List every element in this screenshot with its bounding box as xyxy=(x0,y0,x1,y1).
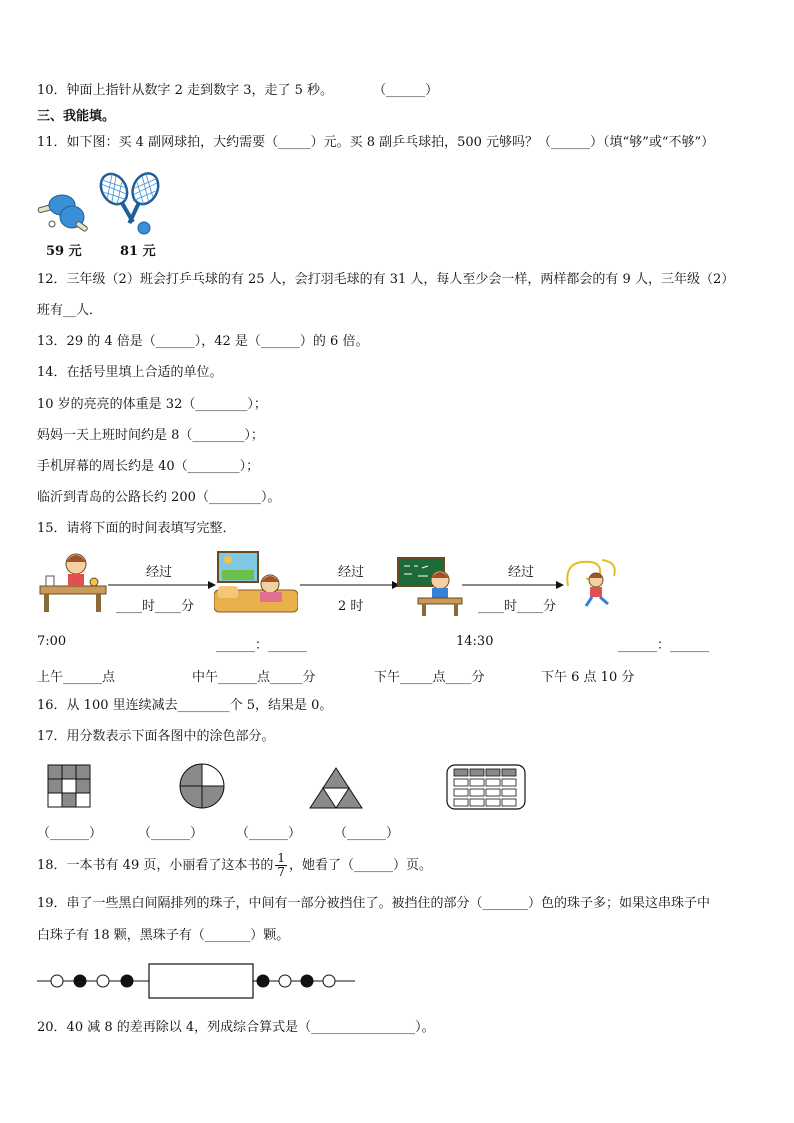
arrow-label: 经过 xyxy=(338,565,365,580)
shaded-circle-figure xyxy=(178,762,226,810)
shaded-triangle-figure xyxy=(308,766,364,810)
q17-blank[interactable]: （______） xyxy=(37,826,103,841)
q17-blank[interactable]: （______） xyxy=(236,826,302,841)
bead-string-figure xyxy=(37,962,357,1002)
fraction xyxy=(275,852,287,879)
period-label[interactable]: 中午______点_____分 xyxy=(192,670,316,685)
arrow-icon xyxy=(300,580,400,590)
q13: 13．29 的 4 倍是（______），42 是（______）的 6 倍。 xyxy=(37,334,369,349)
arrow-duration[interactable]: ____时____分 xyxy=(478,599,557,614)
arrow-duration[interactable]: ____时____分 xyxy=(116,599,195,614)
q12-line1: 12．三年级（2）班会打乒乓球的有 25 人，会打羽毛球的有 31 人，每人至少会一样，两样都会的有 9 人，三年级（2） xyxy=(37,272,735,287)
q10-blank[interactable]: （______） xyxy=(373,83,439,98)
breakfast-scene-icon xyxy=(38,550,110,614)
q14-item: 手机屏幕的周长约是 40（________）； xyxy=(37,459,260,474)
ping-pong-price: 59 元 xyxy=(46,244,82,259)
arrow-duration: 2 时 xyxy=(338,599,364,614)
q10 xyxy=(37,82,438,100)
fraction-numerator: 1 xyxy=(277,851,285,865)
time-blank[interactable]: ______：______ xyxy=(618,638,710,653)
q11-text: 11．如下图：买 4 副网球拍，大约需要（_____）元。买 8 副乒乓球拍，500 元够吗？（______）（填“够”或“不够”） xyxy=(37,135,715,150)
time-label: 14:30 xyxy=(456,634,494,649)
q20: 20．40 减 8 的差再除以 4，列成综合算式是（________________）。 xyxy=(37,1020,435,1035)
fraction-denominator: 7 xyxy=(277,865,285,879)
period-label[interactable]: 上午______点 xyxy=(37,670,116,685)
q17-blank[interactable]: （______） xyxy=(138,826,204,841)
ping-pong-paddles-icon xyxy=(36,190,88,234)
section-heading: 三、我能填。 xyxy=(37,109,116,124)
shaded-rectangle-figure xyxy=(446,764,526,810)
arrow-label: 经过 xyxy=(508,565,535,580)
time-blank[interactable]: ______：______ xyxy=(216,638,308,653)
tennis-price: 81 元 xyxy=(120,244,156,259)
q14-title: 14．在括号里填上合适的单位。 xyxy=(37,365,223,380)
q14-item: 10 岁的亮亮的体重是 32（________）； xyxy=(37,397,267,412)
q12-line2: 班有__人． xyxy=(37,303,103,318)
period-label[interactable]: 下午_____点____分 xyxy=(374,670,485,685)
tv-sofa-scene-icon xyxy=(214,550,298,614)
period-label: 下午 6 点 10 分 xyxy=(541,670,635,685)
q19-line2: 白珠子有 18 颗，黑珠子有（_______）颗。 xyxy=(37,928,290,943)
arrow-icon xyxy=(462,580,564,590)
q18-after: ，她看了（______）页。 xyxy=(289,858,433,873)
time-label: 7:00 xyxy=(37,634,67,649)
q18-before: 18．一本书有 49 页，小丽看了这本书的 xyxy=(37,858,274,873)
q16: 16．从 100 里连续减去________个 5，结果是 0。 xyxy=(37,698,333,713)
q14-item: 临沂到青岛的公路长约 200（________）。 xyxy=(37,490,281,505)
q19-line1: 19．串了一些黑白间隔排列的珠子，中间有一部分被挡住了。被挡住的部分（_______）色的珠子多；如果这串珠子中 xyxy=(37,896,711,911)
classroom-scene-icon xyxy=(392,556,464,618)
q10-text: 10．钟面上指针从数字 2 走到数字 3，走了 5 秒。 xyxy=(37,83,334,98)
q14-item: 妈妈一天上班时间约是 8（________）； xyxy=(37,428,264,443)
q17-blank[interactable]: （______） xyxy=(334,826,400,841)
q15-title: 15．请将下面的时间表填写完整． xyxy=(37,521,236,536)
q17-title: 17．用分数表示下面各图中的涂色部分。 xyxy=(37,729,275,744)
shaded-grid-figure xyxy=(47,764,93,810)
arrow-icon xyxy=(108,580,216,590)
q18 xyxy=(37,852,432,879)
arrow-label: 经过 xyxy=(146,565,173,580)
ribbon-dance-scene-icon xyxy=(562,556,620,608)
tennis-rackets-icon xyxy=(98,168,162,238)
